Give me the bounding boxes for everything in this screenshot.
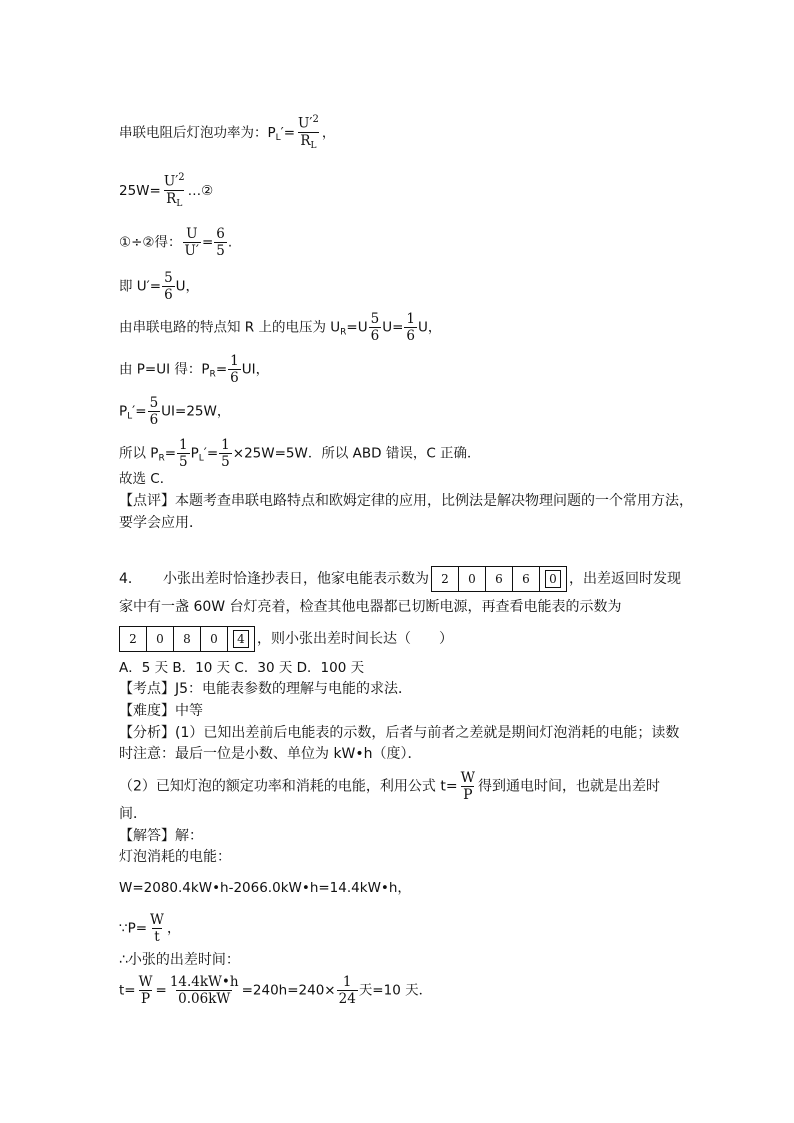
pr-mid: = xyxy=(215,361,228,378)
question-4-line-2: 家中有一盏 60W 台灯亮着，检查其他电器都已切断电源，再查看电能表的示数为 xyxy=(119,599,622,615)
pr-pre: 由 P=UI 得：P xyxy=(119,361,210,378)
frac-den: R xyxy=(300,132,311,149)
frac-num: 1 xyxy=(342,974,352,990)
frac-den: 6 xyxy=(370,328,380,344)
frac-num: W xyxy=(150,912,164,928)
meter-reading-after xyxy=(119,626,255,652)
suoyi-mid: = xyxy=(164,445,177,462)
ur-line xyxy=(119,311,441,344)
frac-den: 6 xyxy=(230,370,239,386)
question-number: 4． xyxy=(119,571,142,587)
frac-den: 6 xyxy=(149,412,159,428)
frac-exp: 2 xyxy=(312,114,319,125)
sub-r: R xyxy=(340,327,347,338)
question-text-3: ，则小张出差时间长达（ ） xyxy=(257,631,453,647)
series-power-line xyxy=(119,112,335,154)
frac-den: 5 xyxy=(216,243,225,259)
suoyi-tail: ×25W=5W．所以 ABD 错误，C 正确． xyxy=(232,445,481,462)
solution-heading: 【解答】解： xyxy=(119,828,203,844)
sub-l: L xyxy=(127,411,133,422)
analysis-line-4: 间． xyxy=(119,806,147,822)
pr-tail: UI， xyxy=(241,361,270,378)
fenxi3-pre: （2）已知灯泡的额定功率和消耗的电能，利用公式 t= xyxy=(119,778,458,795)
fraction-w-over-p xyxy=(459,770,477,803)
analysis-line-3 xyxy=(119,770,660,803)
frac-den-sub: L xyxy=(176,198,183,209)
meter-digit: 0 xyxy=(201,627,228,651)
tail: ， xyxy=(321,124,336,141)
answer-choice: 故选 C． xyxy=(119,471,174,487)
sub-l: L xyxy=(198,453,204,464)
analysis-line-1: 【分析】(1）已知出差前后电能表的示数，后者与前者之差就是期间灯泡消耗的电能；读数 xyxy=(119,725,680,741)
pl-mid: ′= xyxy=(132,403,147,420)
prime-eq: ′= xyxy=(280,124,296,141)
sub-r: R xyxy=(158,453,165,464)
analysis-line-2: 时注意：最后一位是小数、单位为 kW•h（度）． xyxy=(119,746,422,762)
frac-num: 1 xyxy=(230,353,239,369)
frac-num: 1 xyxy=(221,437,230,453)
sub-l: L xyxy=(275,132,281,143)
meter-reading-before xyxy=(431,566,567,592)
frac-den-sub: L xyxy=(310,140,317,151)
meter-digit: 8 xyxy=(174,627,201,651)
meter-digit: 6 xyxy=(513,567,540,591)
because-tail: ， xyxy=(166,920,181,937)
ur-pre: 由串联电路的特点知 R 上的电压为 U xyxy=(119,319,341,336)
t-pre: t= xyxy=(119,982,136,999)
ur-tail: U， xyxy=(418,319,442,336)
kaodian: 【考点】J5：电能表参数的理解与电能的求法． xyxy=(119,681,413,697)
answer-options: A．5 天 B．10 天 C．30 天 D．100 天 xyxy=(119,660,365,676)
t-mid: =240h=240× xyxy=(241,982,336,999)
frac-num: U′ xyxy=(298,115,313,132)
frac-num: 5 xyxy=(164,270,173,286)
fraction-5-6 xyxy=(162,270,175,303)
frac-den: 24 xyxy=(338,991,356,1007)
pl-pre: P xyxy=(119,403,128,420)
meter-decimal-value: 0 xyxy=(545,570,561,588)
meter-decimal-digit xyxy=(228,627,254,651)
fenxi3-tail: 得到通电时间，也就是出差时 xyxy=(477,778,660,795)
frac-num: U xyxy=(186,226,198,242)
frac-den: P xyxy=(463,787,473,803)
meter-digit: 2 xyxy=(432,567,459,591)
because-pre: ∵P= xyxy=(119,920,148,937)
fraction-5-6 xyxy=(148,395,161,428)
series-power-text: 串联电阻后灯泡功率为：P xyxy=(119,124,276,141)
question-4-line-3 xyxy=(119,626,453,652)
suoyi-mid3: ′= xyxy=(203,445,219,462)
fraction-w-over-p xyxy=(137,974,155,1007)
meter-digit: 2 xyxy=(120,627,147,651)
question-text-1: 小张出差时恰逢抄表日，他家电能表示数为 xyxy=(163,571,429,587)
fraction-5-6 xyxy=(369,311,382,344)
question-4-line-1 xyxy=(119,566,681,592)
therefore-line: ∴小张的出差时间： xyxy=(119,952,240,968)
fraction-w-over-t xyxy=(148,912,166,945)
frac-num: 1 xyxy=(406,311,415,327)
frac-den: 6 xyxy=(406,328,415,344)
fraction-6-over-5 xyxy=(214,226,227,259)
frac-num: U′ xyxy=(163,173,179,190)
comment-line-2: 要学会应用． xyxy=(119,515,203,531)
meter-digit: 0 xyxy=(147,627,174,651)
meter-decimal-digit xyxy=(540,567,566,591)
meter-digit: 6 xyxy=(486,567,513,591)
fraction-1-6 xyxy=(404,311,417,344)
equation-2 xyxy=(119,170,213,212)
frac-den: 6 xyxy=(164,287,173,303)
suoyi-pre: 所以 P xyxy=(119,445,159,462)
frac-den: U′ xyxy=(184,243,199,259)
frac-den: 5 xyxy=(179,454,188,470)
energy-equation: W=2080.4kW•h-2066.0kW•h=14.4kW•h， xyxy=(119,880,411,896)
t-tail: 天=10 天． xyxy=(358,982,433,999)
frac-den: 0.06kW xyxy=(178,991,231,1007)
fraction-eq2 xyxy=(162,170,187,212)
pr-line xyxy=(119,353,269,386)
frac-num: 1 xyxy=(179,437,188,453)
pl-tail: UI=25W， xyxy=(161,403,231,420)
ji-line xyxy=(119,270,199,303)
conclusion-line xyxy=(119,437,481,470)
eq2-tail: …② xyxy=(187,182,214,199)
ji-tail: U， xyxy=(175,278,200,295)
ur-mid: =U xyxy=(346,319,368,336)
nandu: 【难度】中等 xyxy=(119,703,203,719)
pl-line xyxy=(119,395,230,428)
sub-r: R xyxy=(209,369,216,380)
division-line xyxy=(119,226,232,259)
fraction-energy-over-power xyxy=(168,974,241,1007)
frac-num: 5 xyxy=(149,395,159,411)
frac-num: 6 xyxy=(216,226,225,242)
because-line xyxy=(119,912,180,945)
time-equation xyxy=(119,974,432,1007)
question-text-2: ，出差返回时发现 xyxy=(569,571,681,587)
eq-sign: = xyxy=(155,982,167,999)
frac-num: W xyxy=(460,770,475,786)
meter-digit: 0 xyxy=(459,567,486,591)
eq2-pre: 25W= xyxy=(119,182,161,199)
meter-decimal-value: 4 xyxy=(233,630,249,648)
frac-num: 5 xyxy=(370,311,380,327)
energy-consumed-label: 灯泡消耗的电能： xyxy=(119,849,231,865)
frac-num: 14.4kW•h xyxy=(169,974,239,990)
frac-den: 5 xyxy=(221,454,230,470)
comment-line-1: 【点评】本题考查串联电路特点和欧姆定律的应用，比例法是解决物理问题的一个常用方法， xyxy=(119,493,693,509)
fraction-u-over-uprime xyxy=(183,226,201,259)
eq-sign: = xyxy=(201,234,214,251)
ur-mid2: U= xyxy=(382,319,404,336)
frac-exp: 2 xyxy=(178,172,185,183)
ji-pre: 即 U′= xyxy=(119,278,162,295)
fraction-1-5 xyxy=(219,437,232,470)
fraction-u-prime-sq-over-rl xyxy=(296,112,321,154)
fraction-1-5 xyxy=(177,437,190,470)
frac-den: P xyxy=(141,991,151,1007)
fraction-1-24 xyxy=(337,974,358,1007)
div-tail: . xyxy=(227,234,233,251)
frac-num: W xyxy=(138,974,153,990)
suoyi-mid2: P xyxy=(190,445,199,462)
fraction-1-6 xyxy=(228,353,241,386)
frac-den: R xyxy=(166,190,177,207)
frac-den: t xyxy=(154,929,160,945)
div-pre: ①÷②得： xyxy=(119,234,182,251)
